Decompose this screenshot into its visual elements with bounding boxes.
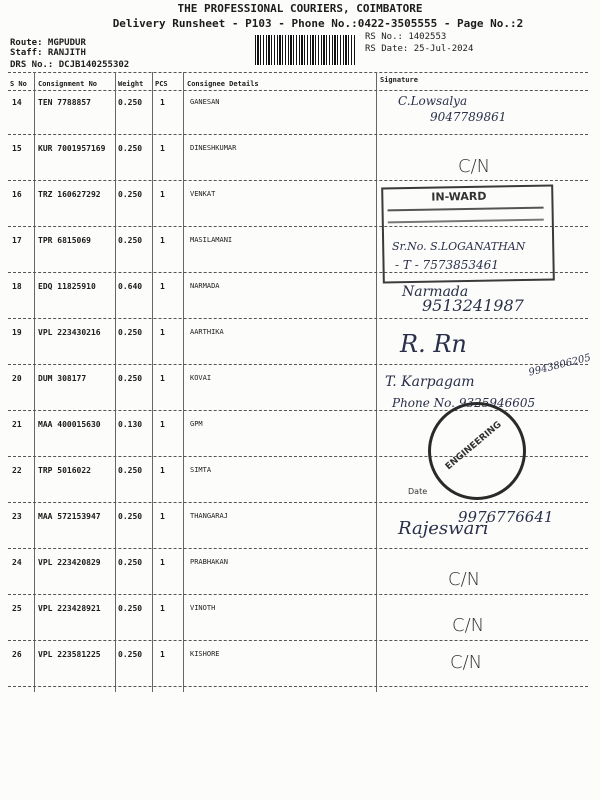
column-divider [183,72,184,692]
row-pcs: 1 [160,558,165,567]
row-consignee-name: KOVAI [190,374,212,382]
row-weight: 0.640 [118,282,143,291]
row-pcs: 1 [160,282,165,291]
stamp-phone: - T - 7573853461 [395,258,499,272]
column-header-pcs: PCS [155,80,168,88]
row-consignment-no: TEN 7788857 [38,98,91,107]
row-divider [8,548,588,549]
row-consignment-no: VPL 223430216 [38,328,101,337]
row-divider [8,180,588,181]
row-consignee-name: VINOTH [190,604,216,612]
row-divider [8,594,588,595]
date-label: Date [408,487,428,496]
row-pcs: 1 [160,650,165,659]
row-sno: 14 [12,98,22,107]
phone-row20: Phone No. 9325946605 [392,396,536,410]
row-consignee-name: MASILAMANI [190,236,233,244]
row-divider [8,318,588,319]
row-consignment-no: VPL 223428921 [38,604,101,613]
row-consignment-no: VPL 223581225 [38,650,101,659]
row-pcs: 1 [160,144,165,153]
row-divider [8,640,588,641]
row-consignment-no: TRP 5016022 [38,466,91,475]
row-pcs: 1 [160,604,165,613]
column-header-sno: S No [10,80,27,88]
row-sno: 26 [12,650,22,659]
phone-row19: 9943806205 [527,352,593,379]
row-sno: 17 [12,236,22,245]
stamp-inward-text: IN-WARD [431,189,487,204]
row-divider [8,134,588,135]
row-consignment-no: TPR 6815069 [38,236,91,245]
row-consignment-no: MAA 400015630 [38,420,101,429]
staff-label: Staff: RANJITH [10,48,86,58]
row-consignee-name: PRABHAKAN [190,558,228,566]
row-sno: 25 [12,604,22,613]
cn-mark-row25: C/N [452,615,485,636]
row-consignee-name: AARTHIKA [190,328,224,336]
page-title: THE PROFESSIONAL COURIERS, COIMBATORE [177,2,423,15]
row-weight: 0.130 [118,420,143,429]
signature-row14: C.Lowsalya [398,94,468,108]
column-header-weight: Weight [118,80,144,88]
table-top-rule [8,72,588,73]
row-weight: 0.250 [118,374,143,383]
row-consignment-no: DUM 308177 [38,374,87,383]
runsheet-subtitle: Delivery Runsheet - P103 - Phone No.:0422-3505555 - Page No.:2 [112,17,524,30]
cn-mark-row26: C/N [450,652,483,673]
row-divider [8,502,588,503]
row-consignment-no: EDQ 11825910 [38,282,96,291]
row-divider [8,364,588,365]
row-consignment-no: TRZ 160627292 [38,190,101,199]
row-pcs: 1 [160,466,165,475]
row-sno: 24 [12,558,22,567]
row-sno: 21 [12,420,22,429]
row-consignee-name: DINESHKUMAR [190,144,237,152]
column-header-consignment: Consignment No [38,80,98,88]
row-divider [8,686,588,687]
engineering-round-stamp [428,402,526,500]
row-pcs: 1 [160,374,165,383]
rs-date: RS Date: 25-Jul-2024 [365,44,474,54]
row-consignee-name: THANGARAJ [190,512,228,520]
row-weight: 0.250 [118,558,143,567]
row-consignee-name: GPM [190,420,203,428]
row-pcs: 1 [160,236,165,245]
row-weight: 0.250 [118,98,143,107]
row-weight: 0.250 [118,650,143,659]
row-weight: 0.250 [118,190,143,199]
barcode [255,35,355,65]
column-divider [115,72,116,692]
stamp-name: Sr.No. S.LOGANATHAN [392,240,526,253]
row-sno: 15 [12,144,22,153]
signature-row19: R. Rn [400,330,467,358]
row-consignee-name: VENKAT [190,190,216,198]
row-pcs: 1 [160,512,165,521]
stamp-rule [388,207,544,212]
rs-number: RS No.: 1402553 [365,32,447,42]
signature-row20: T. Karpagam [385,374,475,390]
phone-row18: 9513241987 [422,296,524,315]
column-divider [376,72,377,692]
row-consignment-no: VPL 223420829 [38,558,101,567]
row-consignee-name: SIMTA [190,466,212,474]
row-consignee-name: NARMADA [190,282,220,290]
row-weight: 0.250 [118,328,143,337]
row-consignee-name: GANESAN [190,98,220,106]
cn-mark-row15: C/N [458,156,491,177]
row-pcs: 1 [160,190,165,199]
row-sno: 18 [12,282,22,291]
route-label: Route: MGPUDUR [10,38,86,48]
row-weight: 0.250 [118,604,143,613]
row-weight: 0.250 [118,512,143,521]
column-divider [152,72,153,692]
column-header-signature: Signature [380,76,418,84]
round-stamp-text: ENGINEERING [443,419,504,473]
column-divider [34,72,35,692]
row-sno: 19 [12,328,22,337]
row-consignee-name: KISHORE [190,650,220,658]
row-pcs: 1 [160,328,165,337]
signature-row23: Rajeswari [398,518,489,539]
column-header-consignee: Consignee Details [187,80,259,88]
row-pcs: 1 [160,420,165,429]
row-sno: 23 [12,512,22,521]
drs-number: DRS No.: DCJB140255302 [10,60,130,70]
row-consignment-no: MAA 572153947 [38,512,101,521]
row-pcs: 1 [160,98,165,107]
phone-row23: 9976776641 [458,508,554,526]
cn-mark-row24: C/N [448,569,481,590]
phone-row14: 9047789861 [430,110,507,124]
row-weight: 0.250 [118,466,143,475]
stamp-rule [388,219,544,224]
signature-row18: Narmada [402,284,469,300]
row-sno: 22 [12,466,22,475]
row-consignment-no: KUR 7001957169 [38,144,106,153]
row-weight: 0.250 [118,236,143,245]
header-rule [8,90,588,91]
row-sno: 20 [12,374,22,383]
row-weight: 0.250 [118,144,143,153]
row-sno: 16 [12,190,22,199]
